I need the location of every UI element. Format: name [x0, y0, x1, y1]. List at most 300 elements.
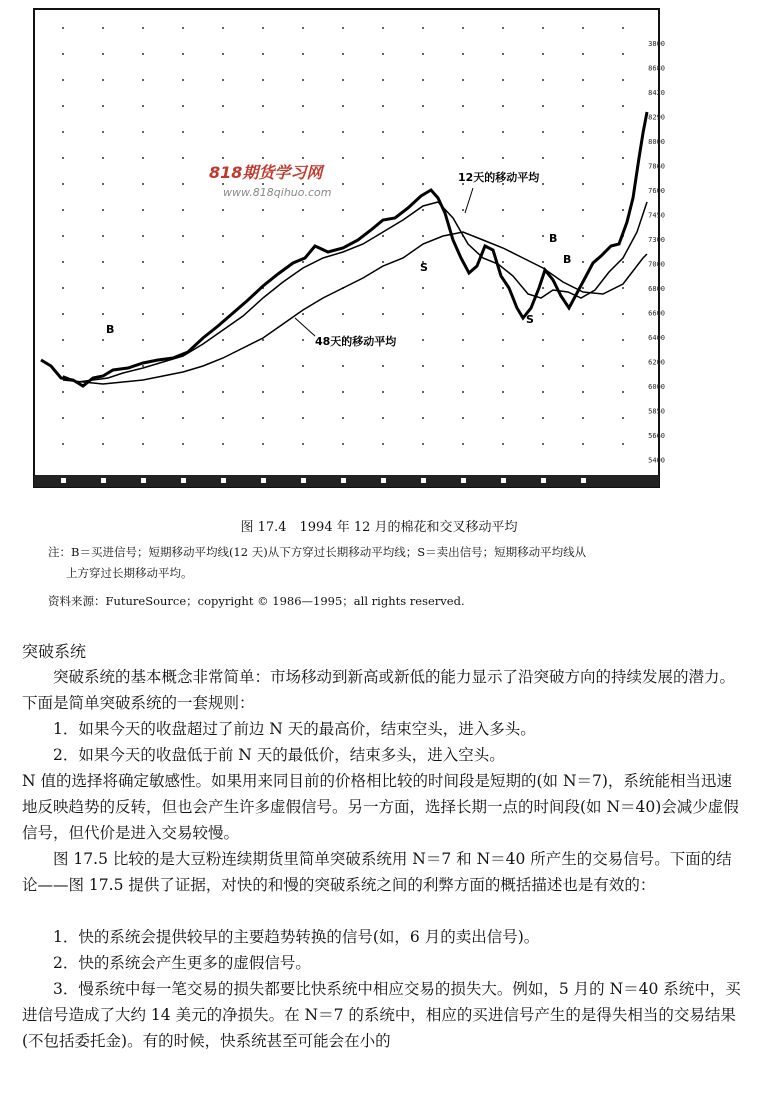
grid-dot — [222, 313, 224, 315]
grid-dot — [182, 157, 184, 159]
grid-dot — [222, 183, 224, 185]
grid-dot — [582, 131, 584, 133]
grid-dot — [142, 417, 144, 419]
grid-dot — [582, 183, 584, 185]
grid-dot — [462, 53, 464, 55]
price-axis-label: 8680 — [648, 64, 665, 73]
grid-dot — [222, 235, 224, 237]
grid-dot — [302, 313, 304, 315]
grid-dot — [622, 157, 624, 159]
grid-dot — [342, 105, 344, 107]
grid-dot — [502, 131, 504, 133]
grid-dot — [502, 339, 504, 341]
ma48-label: 48天的移动平均 — [315, 335, 397, 348]
grid-dot — [302, 183, 304, 185]
grid-dot — [422, 131, 424, 133]
x-tick-mark — [141, 478, 146, 483]
grid-dot — [582, 79, 584, 81]
grid-dot — [502, 157, 504, 159]
price-axis-label: 6800 — [648, 285, 665, 293]
price-axis-label: 5850 — [648, 407, 665, 416]
price-axis-label: 6400 — [648, 334, 665, 342]
grid-dot — [142, 365, 144, 367]
grid-dot — [422, 339, 424, 341]
x-tick-mark — [381, 478, 386, 483]
grid-dot — [422, 27, 424, 29]
x-tick-mark — [61, 478, 66, 483]
price-axis-label: 8000 — [648, 138, 665, 146]
price-axis-label: 7600 — [648, 187, 665, 195]
grid-dot — [62, 131, 64, 133]
grid-dot — [222, 261, 224, 263]
cotton-crossover-chart — [33, 8, 673, 500]
grid-dot — [182, 313, 184, 315]
grid-dot — [182, 79, 184, 81]
grid-dot — [142, 313, 144, 315]
grid-dot — [622, 53, 624, 55]
grid-dot — [302, 105, 304, 107]
ma12-label: 12天的移动平均 — [458, 171, 540, 184]
grid-dot — [142, 53, 144, 55]
grid-dot — [182, 209, 184, 211]
grid-dot — [382, 79, 384, 81]
grid-dot — [102, 313, 104, 315]
grid-dot — [142, 27, 144, 29]
grid-dot — [462, 27, 464, 29]
grid-dot — [262, 209, 264, 211]
grid-dot — [222, 209, 224, 211]
grid-dot — [302, 339, 304, 341]
grid-dot — [422, 443, 424, 445]
grid-dot — [542, 53, 544, 55]
grid-dot — [142, 183, 144, 185]
grid-dot — [622, 183, 624, 185]
grid-dot — [262, 157, 264, 159]
grid-dot — [382, 105, 384, 107]
grid-dot — [222, 443, 224, 445]
grid-dot — [382, 157, 384, 159]
grid-dot — [342, 183, 344, 185]
grid-dot — [142, 235, 144, 237]
x-tick-mark — [341, 478, 346, 483]
grid-dot — [302, 261, 304, 263]
grid-dot — [382, 443, 384, 445]
grid-dot — [622, 391, 624, 393]
grid-dot — [182, 287, 184, 289]
grid-dot — [102, 391, 104, 393]
watermark — [209, 163, 331, 199]
grid-dot — [582, 235, 584, 237]
grid-dot — [142, 261, 144, 263]
figure-source: 资料来源：FutureSource；copyright © 1986—1995；all rights reserved. — [48, 594, 465, 608]
grid-dot — [342, 27, 344, 29]
grid-dot — [302, 53, 304, 55]
grid-dot — [62, 27, 64, 29]
grid-dot — [542, 443, 544, 445]
grid-dot — [462, 443, 464, 445]
grid-dot — [142, 157, 144, 159]
grid-dot — [302, 235, 304, 237]
grid-dot — [622, 365, 624, 367]
grid-dot — [102, 105, 104, 107]
grid-dot — [222, 79, 224, 81]
grid-dot — [582, 313, 584, 315]
grid-dot — [502, 209, 504, 211]
grid-dot — [142, 443, 144, 445]
grid-dot — [342, 209, 344, 211]
sell-signal-1: S — [420, 261, 428, 274]
price-axis-label: 6600 — [648, 309, 665, 318]
grid-dot — [542, 157, 544, 159]
chart-frame — [34, 9, 659, 487]
price-axis-label: 5660 — [648, 432, 665, 440]
chart-bottom-axis — [34, 475, 659, 487]
grid-dot — [582, 53, 584, 55]
grid-dot — [582, 391, 584, 393]
grid-dot — [182, 53, 184, 55]
watermark-url: www.818qihuo.com — [223, 186, 332, 199]
grid-dot — [462, 339, 464, 341]
grid-dot — [382, 287, 384, 289]
x-tick-mark — [461, 478, 466, 483]
grid-dot — [462, 417, 464, 419]
grid-dot — [622, 27, 624, 29]
x-tick-mark — [301, 478, 306, 483]
grid-dot — [302, 365, 304, 367]
grid-dot — [302, 131, 304, 133]
grid-dot — [222, 53, 224, 55]
grid-dot — [182, 261, 184, 263]
grid-dot — [342, 131, 344, 133]
grid-dot — [262, 261, 264, 263]
price-axis-label: 8290 — [648, 113, 665, 122]
grid-dot — [542, 235, 544, 237]
grid-dot — [222, 157, 224, 159]
figure-note-line2: 上方穿过长期移动平均。 — [66, 566, 193, 580]
grid-dot — [342, 157, 344, 159]
grid-dot — [582, 157, 584, 159]
grid-dot — [222, 105, 224, 107]
grid-dot — [102, 443, 104, 445]
grid-dot — [582, 365, 584, 367]
grid-dot — [62, 183, 64, 185]
grid-dot — [62, 313, 64, 315]
grid-dot — [382, 183, 384, 185]
grid-dot — [102, 79, 104, 81]
grid-dot — [502, 105, 504, 107]
grid-dot — [422, 157, 424, 159]
grid-dot — [302, 209, 304, 211]
grid-dot — [62, 417, 64, 419]
grid-dot — [582, 105, 584, 107]
grid-dot — [342, 235, 344, 237]
grid-dot — [182, 183, 184, 185]
grid-dot — [222, 131, 224, 133]
grid-dot — [302, 157, 304, 159]
x-tick-mark — [501, 478, 506, 483]
grid-dot — [502, 53, 504, 55]
grid-dot — [542, 391, 544, 393]
grid-dot — [262, 27, 264, 29]
x-tick-mark — [101, 478, 106, 483]
grid-dot — [102, 27, 104, 29]
x-tick-mark — [261, 478, 266, 483]
grid-dot — [302, 443, 304, 445]
grid-dot — [262, 339, 264, 341]
grid-dot — [342, 261, 344, 263]
grid-dot — [142, 131, 144, 133]
grid-dot — [182, 365, 184, 367]
grid-dot — [182, 235, 184, 237]
section-title: 突破系统 — [22, 642, 87, 661]
grid-dot — [62, 391, 64, 393]
grid-dot — [422, 365, 424, 367]
grid-dot — [102, 209, 104, 211]
grid-dot — [382, 209, 384, 211]
grid-dot — [622, 131, 624, 133]
grid-dot — [422, 235, 424, 237]
grid-dot — [622, 443, 624, 445]
grid-dot — [142, 79, 144, 81]
grid-dot — [182, 105, 184, 107]
grid-dot — [422, 209, 424, 211]
grid-dot — [462, 287, 464, 289]
grid-dot — [422, 287, 424, 289]
grid-dot — [382, 131, 384, 133]
price-axis-label: 7000 — [648, 260, 665, 269]
grid-dot — [302, 79, 304, 81]
grid-dot — [382, 391, 384, 393]
point-3: 3．慢系统中每一笔交易的损失都要比快系统中相应交易的损失大。例如，5 月的 N＝40 系统中，买进信号造成了大约 14 美元的净损失。在 N＝7 的系统中，相应的买进信号产生的是得失相当的交易结果(不包括委托金)。有的时候，快系统甚至可能会在小的 — [22, 980, 741, 1050]
grid-dot — [382, 417, 384, 419]
grid-dot — [542, 365, 544, 367]
grid-dot — [622, 287, 624, 289]
grid-dot — [542, 131, 544, 133]
price-axis-label: 8420 — [648, 89, 665, 97]
grid-dot — [302, 391, 304, 393]
grid-dot — [582, 287, 584, 289]
grid-dot — [462, 79, 464, 81]
grid-dot — [62, 235, 64, 237]
grid-dot — [422, 183, 424, 185]
grid-dot — [502, 417, 504, 419]
grid-dot — [102, 339, 104, 341]
grid-dot — [622, 261, 624, 263]
grid-dot — [62, 209, 64, 211]
grid-dot — [342, 53, 344, 55]
grid-dot — [582, 27, 584, 29]
grid-dot — [222, 287, 224, 289]
price-axis-label: 7860 — [648, 162, 665, 171]
grid-dot — [222, 27, 224, 29]
grid-dot — [502, 443, 504, 445]
rule-1: 1．如果今天的收盘超过了前边 N 天的最高价，结束空头，进入多头。 — [53, 720, 536, 738]
grid-dot — [182, 443, 184, 445]
grid-dot — [422, 79, 424, 81]
grid-dot — [262, 79, 264, 81]
grid-dot — [342, 417, 344, 419]
grid-dot — [582, 209, 584, 211]
rule-2: 2．如果今天的收盘低于前 N 天的最低价，结束多头，进入空头。 — [53, 746, 505, 764]
point-2: 2．快的系统会产生更多的虚假信号。 — [53, 954, 311, 972]
grid-dot — [302, 417, 304, 419]
grid-dot — [542, 339, 544, 341]
grid-dot — [102, 183, 104, 185]
price-axis-label: 7300 — [648, 236, 665, 244]
grid-dot — [502, 79, 504, 81]
paragraph-2: N 值的选择将确定敏感性。如果用来同目前的价格相比较的时间段是短期的(如 N＝7)，系统能相当迅速地反映趋势的反转，但也会产生许多虚假信号。另一方面，选择长期一点的时间段(如 N＝40)会减少虚假信号，但代价是进入交易较慢。 — [22, 772, 739, 842]
grid-dot — [582, 417, 584, 419]
grid-dot — [422, 313, 424, 315]
grid-dot — [462, 131, 464, 133]
grid-dot — [342, 313, 344, 315]
grid-dot — [382, 261, 384, 263]
grid-dot — [342, 443, 344, 445]
buy-signal-2: B — [549, 232, 558, 245]
grid-dot — [502, 27, 504, 29]
grid-dot — [502, 287, 504, 289]
grid-dot — [262, 183, 264, 185]
grid-dot — [222, 339, 224, 341]
grid-dot — [262, 417, 264, 419]
watermark-name: 818期货学习网 — [209, 163, 323, 182]
grid-dot — [462, 105, 464, 107]
grid-dot — [102, 131, 104, 133]
x-tick-mark — [541, 478, 546, 483]
grid-dot — [142, 391, 144, 393]
grid-dot — [102, 365, 104, 367]
grid-dot — [262, 443, 264, 445]
grid-dot — [382, 53, 384, 55]
grid-dot — [262, 391, 264, 393]
grid-dot — [302, 27, 304, 29]
grid-dot — [622, 417, 624, 419]
x-tick-mark — [221, 478, 226, 483]
grid-dot — [502, 365, 504, 367]
grid-dot — [262, 53, 264, 55]
grid-dot — [182, 391, 184, 393]
grid-dot — [262, 313, 264, 315]
buy-signal-3: B — [563, 253, 572, 266]
grid-dot — [102, 53, 104, 55]
paragraph-1: 突破系统的基本概念非常简单：市场移动到新高或新低的能力显示了沿突破方向的持续发展的潜力。下面是简单突破系统的一套规则： — [22, 668, 736, 712]
grid-dot — [542, 79, 544, 81]
grid-dot — [542, 287, 544, 289]
grid-dot — [102, 157, 104, 159]
grid-dot — [142, 339, 144, 341]
grid-dot — [342, 391, 344, 393]
grid-dot — [62, 157, 64, 159]
x-tick-mark — [181, 478, 186, 483]
grid-dot — [62, 443, 64, 445]
grid-dot — [542, 209, 544, 211]
price-axis-label: 7450 — [648, 211, 665, 220]
grid-dot — [62, 53, 64, 55]
grid-dot — [262, 365, 264, 367]
grid-dot — [502, 261, 504, 263]
figure-note-line1: 注：B＝买进信号；短期移动平均线(12 天)从下方穿过长期移动平均线；S＝卖出信号；短期移动平均线从 — [48, 545, 587, 559]
grid-dot — [102, 235, 104, 237]
grid-dot — [182, 417, 184, 419]
grid-dot — [342, 365, 344, 367]
grid-dot — [102, 261, 104, 263]
grid-dot — [262, 105, 264, 107]
grid-dot — [142, 287, 144, 289]
price-axis-label: 5400 — [648, 456, 665, 465]
grid-dot — [582, 443, 584, 445]
grid-dot — [502, 313, 504, 315]
grid-dot — [182, 131, 184, 133]
grid-dot — [542, 183, 544, 185]
grid-dot — [62, 287, 64, 289]
grid-dot — [182, 27, 184, 29]
grid-dot — [302, 287, 304, 289]
grid-dot — [462, 391, 464, 393]
grid-dot — [462, 157, 464, 159]
grid-dot — [422, 391, 424, 393]
grid-dot — [622, 79, 624, 81]
grid-dot — [182, 339, 184, 341]
grid-dot — [502, 391, 504, 393]
sell-signal-2: S — [526, 313, 534, 326]
grid-dot — [382, 365, 384, 367]
grid-dot — [102, 287, 104, 289]
grid-dot — [62, 105, 64, 107]
grid-dot — [62, 79, 64, 81]
grid-dot — [622, 209, 624, 211]
grid-dot — [262, 131, 264, 133]
grid-dot — [462, 365, 464, 367]
grid-dot — [62, 365, 64, 367]
grid-dot — [542, 105, 544, 107]
grid-dot — [462, 313, 464, 315]
grid-dot — [222, 417, 224, 419]
grid-dot — [142, 105, 144, 107]
grid-dot — [262, 235, 264, 237]
grid-dot — [142, 209, 144, 211]
grid-dot — [342, 79, 344, 81]
x-tick-mark — [421, 478, 426, 483]
grid-dot — [502, 235, 504, 237]
grid-dot — [622, 105, 624, 107]
grid-dot — [222, 365, 224, 367]
grid-dot — [622, 339, 624, 341]
grid-dot — [542, 417, 544, 419]
point-1: 1．快的系统会提供较早的主要趋势转换的信号(如，6 月的卖出信号)。 — [53, 928, 540, 946]
price-axis-label: 6000 — [648, 383, 665, 391]
grid-dot — [62, 261, 64, 263]
grid-dot — [542, 27, 544, 29]
figure-caption: 图 17.4 1994 年 12 月的棉花和交叉移动平均 — [240, 520, 518, 535]
grid-dot — [422, 105, 424, 107]
grid-dot — [542, 313, 544, 315]
grid-dot — [542, 261, 544, 263]
price-axis-label: 3800 — [648, 40, 665, 48]
grid-dot — [382, 235, 384, 237]
x-tick-mark — [581, 478, 586, 483]
grid-dot — [422, 417, 424, 419]
grid-dot — [582, 261, 584, 263]
price-axis-label: 6200 — [648, 358, 665, 367]
grid-dot — [382, 313, 384, 315]
grid-dot — [462, 209, 464, 211]
grid-dot — [62, 339, 64, 341]
grid-dot — [622, 313, 624, 315]
grid-dot — [102, 417, 104, 419]
paragraph-3: 图 17.5 比较的是大豆粉连续期货里简单突破系统用 N＝7 和 N＝40 所产生的交易信号。下面的结论——图 17.5 提供了证据，对快的和慢的突破系统之间的利弊方面的概括描述也是有效的： — [22, 850, 732, 894]
grid-dot — [422, 53, 424, 55]
grid-dot — [222, 391, 224, 393]
